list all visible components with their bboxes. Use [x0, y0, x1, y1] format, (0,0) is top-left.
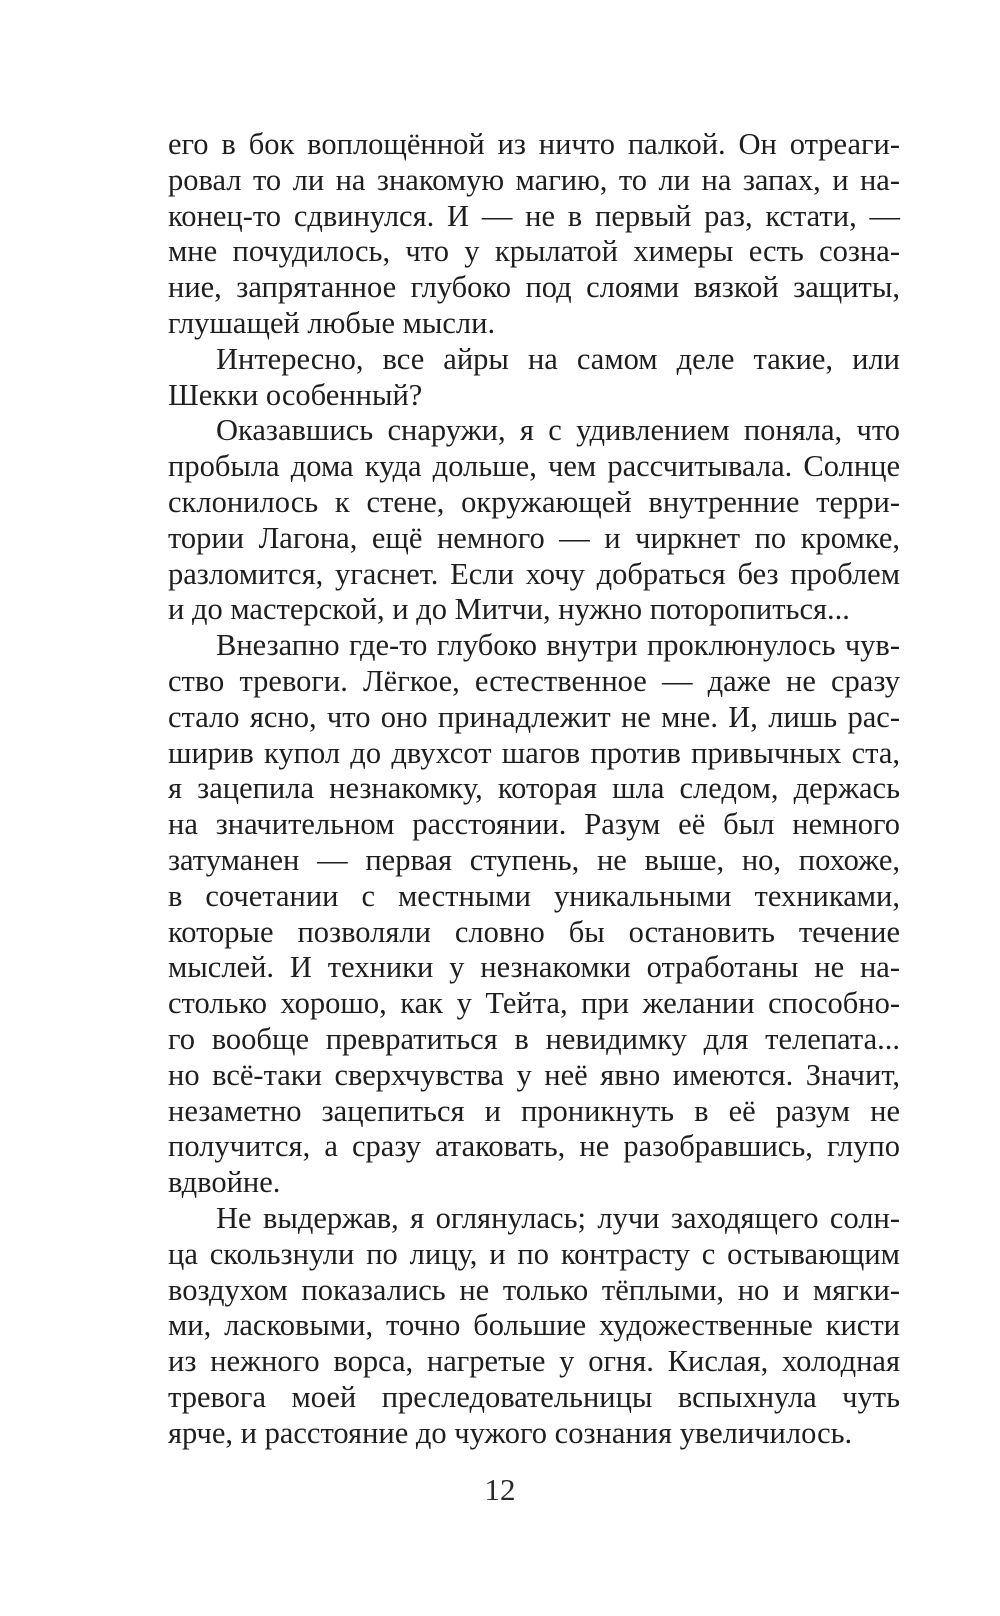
- text-line: ширив купол до двухсот шагов против привычных ста,: [168, 735, 900, 770]
- text-line: я зацепила незнакомку, которая шла следом, держась: [168, 771, 900, 806]
- text-line: воздухом показались не только тёплыми, но и мягки-: [168, 1272, 900, 1307]
- text-line: тревога моей преследовательницы вспыхнула чуть: [168, 1379, 900, 1414]
- text-line: которые позволяли словно бы остановить течение: [168, 914, 900, 949]
- text-line: мыслей. И техники у незнакомки отработаны не на-: [168, 950, 900, 985]
- page-number: 12: [484, 1472, 516, 1507]
- text-line: из нежного ворса, нагретые у огня. Кислая, холодная: [168, 1344, 900, 1379]
- text-line: тории Лагона, ещё немного — и чиркнет по кромке,: [168, 520, 900, 555]
- text-line: конец-то сдвинулся. И — не в первый раз, кстати, —: [168, 198, 900, 233]
- text-line: получится, а сразу атаковать, не разобравшись, глупо: [168, 1129, 900, 1164]
- text-line: ми, ласковыми, точно большие художественные кисти: [168, 1308, 900, 1343]
- text-line: ярче, и расстояние до чужого сознания увеличилось.: [168, 1415, 853, 1450]
- text-line: его в бок воплощённой из ничто палкой. Он отреаги-: [168, 127, 900, 161]
- text-line: Не выдержав, я оглянулась; лучи заходящего солн-: [216, 1200, 900, 1235]
- text-line: склонилось к стене, окружающей внутренние терри-: [168, 484, 900, 519]
- text-line: Шекки особенный?: [168, 377, 423, 412]
- text-line: столько хорошо, как у Тейта, при желании способно-: [168, 986, 900, 1021]
- text-line: ние, запрятанное глубоко под слоями вязкой защиты,: [168, 270, 900, 305]
- text-line: ца скользнули по лицу, и по контрасту с остывающим: [168, 1236, 900, 1271]
- text-line: затуманен — первая ступень, не выше, но, похоже,: [168, 842, 900, 877]
- text-line: и до мастерской, и до Митчи, нужно поторопиться...: [168, 592, 850, 627]
- text-line: незаметно зацепиться и проникнуть в её разум не: [168, 1093, 900, 1128]
- text-line: ство тревоги. Лёгкое, естественное — даже не сразу: [168, 663, 900, 698]
- text-line: ровал то ли на знакомую магию, то ли на запах, и на-: [168, 162, 900, 197]
- text-line: на значительном расстоянии. Разум её был немного: [168, 807, 900, 842]
- text-line: стало ясно, что оно принадлежит не мне. И, лишь рас-: [168, 699, 900, 734]
- text-line: Интересно, все айры на самом деле такие, или: [216, 341, 900, 376]
- body-text: [168, 127, 900, 1451]
- text-line: Внезапно где-то глубоко внутри проклюнулось чув-: [216, 628, 900, 663]
- text-line: разломится, угаснет. Если хочу добраться без проблем: [168, 556, 900, 591]
- text-line: го вообще превратиться в невидимку для телепата...: [168, 1021, 900, 1056]
- text-line: но всё-таки сверхчувства у неё явно имеются. Значит,: [168, 1057, 900, 1092]
- text-line: Оказавшись снаружи, я с удивлением поняла, что: [216, 413, 900, 448]
- text-line: вдвойне.: [168, 1165, 281, 1200]
- text-line: мне почудилось, что у крылатой химеры есть созна-: [168, 234, 900, 269]
- text-line: пробыла дома куда дольше, чем рассчитывала. Солнце: [168, 449, 900, 484]
- text-line: в сочетании с местными уникальными техниками,: [168, 878, 900, 913]
- text-line: глушащей любые мысли.: [168, 305, 496, 340]
